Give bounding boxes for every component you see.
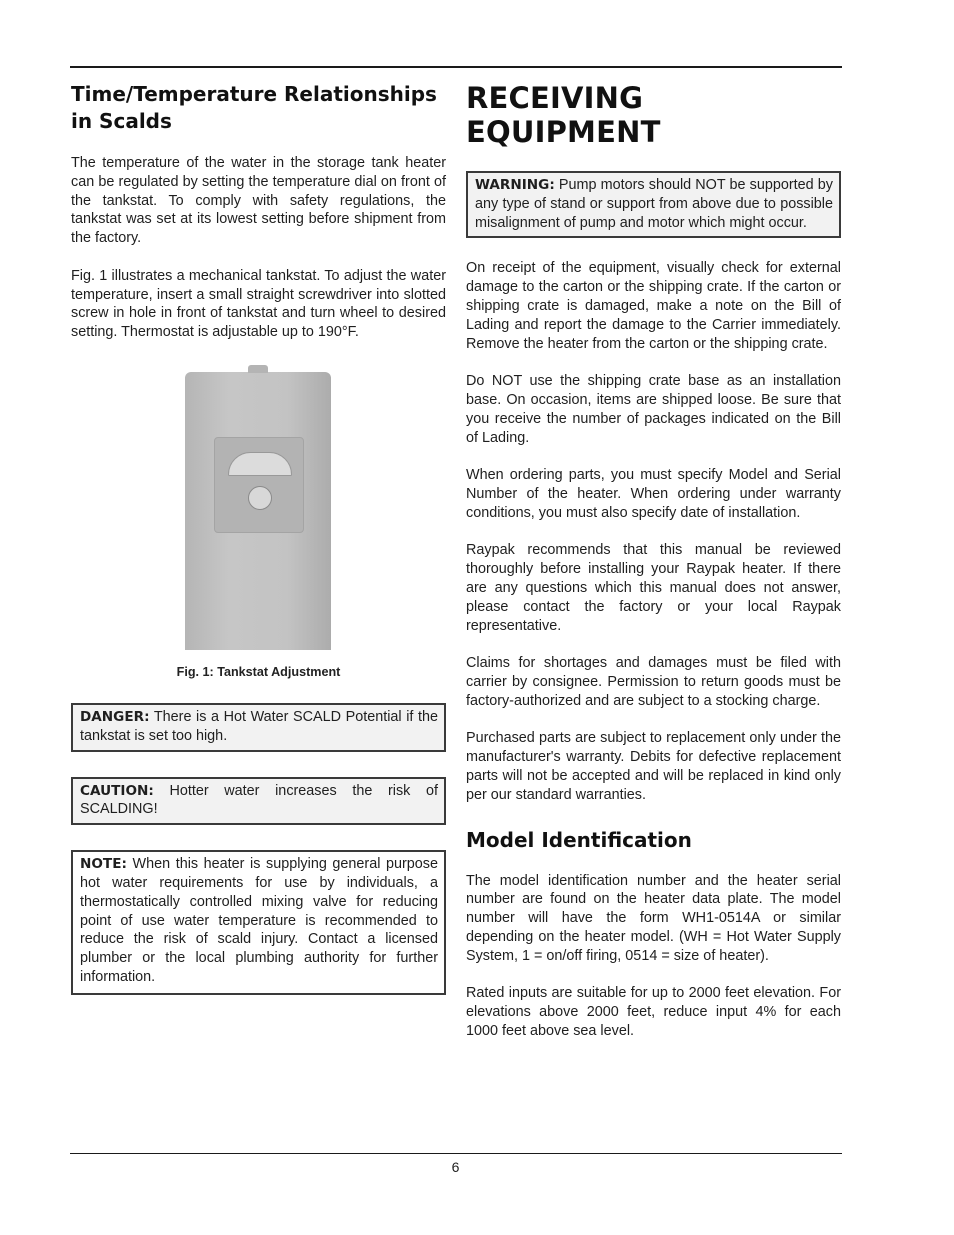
page-title: RECEIVING EQUIPMENT	[466, 81, 661, 149]
note-text: When this heater is supplying general purpose hot water requirements for use by individuals, a thermostatically controlled mixing valve for reducing point of use water temperature is recommended to reduce the risk of scald injury. Contact a licensed plumber or the local plumbing authority for further information.	[80, 856, 438, 985]
model-identification-heading: Model Identification	[466, 827, 692, 852]
scald-heading: Time/Temperature Relationships in Scalds	[71, 82, 437, 133]
receiving-paragraph-3: When ordering parts, you must specify Model and Serial Number of the heater. When ordering under warranty conditions, you must also specify date of installation.	[466, 467, 841, 521]
receiving-paragraph-6: Purchased parts are subject to replacement only under the manufacturer's warranty. Debits for defective replacement parts will not be accepted and will be replaced in kind only per our standard warranties.	[466, 730, 841, 803]
model-paragraph-2: Rated inputs are suitable for up to 2000 feet elevation. For elevations above 2000 feet, reduce input 4% for each 1000 feet above sea level.	[466, 985, 841, 1039]
warning-box	[466, 171, 841, 238]
receiving-paragraph-2: Do NOT use the shipping crate base as an installation base. On occasion, items are shipped loose. Be sure that you receive the number of packages indicated on the Bill of Lading.	[466, 373, 841, 446]
warning-label: WARNING:	[475, 177, 555, 193]
tankstat-figure	[71, 361, 446, 661]
danger-box	[71, 703, 446, 752]
note-box	[71, 850, 446, 995]
receiving-paragraph-1: On receipt of the equipment, visually check for external damage to the carton or the shipping crate. If the carton or shipping crate is damaged, make a note on the Bill of Lading and report the damage to the Carrier immediately. Remove the heater from the carton or the shipping crate.	[466, 260, 841, 352]
warning-text: Pump motors should NOT be supported by any type of stand or support from above due to possible misalignment of pump and motor which might occur.	[475, 177, 833, 231]
scald-paragraph-1: The temperature of the water in the storage tank heater can be regulated by setting the temperature dial on front of the tankstat. To comply with safety regulations, the tankstat was set at its lowest setting before shipment from the factory.	[71, 155, 446, 247]
receiving-paragraph-5: Claims for shortages and damages must be filed with carrier by consignee. Permission to return goods must be factory-authorized and are subject to a stocking charge.	[466, 655, 841, 709]
danger-text: There is a Hot Water SCALD Potential if the tankstat is set too high.	[80, 708, 438, 744]
bottom-rule	[70, 1153, 842, 1154]
tankstat-plate	[214, 437, 304, 533]
figure-caption: Fig. 1: Tankstat Adjustment	[176, 664, 341, 679]
caution-text: Hotter water increases the risk of SCALDING!	[80, 782, 438, 818]
tankstat-cap	[248, 365, 268, 373]
temperature-dial-icon	[228, 452, 292, 476]
adjustment-screw-icon	[248, 486, 272, 510]
note-label: NOTE:	[80, 856, 127, 873]
caution-label: CAUTION:	[80, 782, 154, 799]
danger-label: DANGER:	[80, 708, 150, 725]
left-column	[71, 68, 446, 995]
model-paragraph-1: The model identification number and the heater serial number are found on the heater data plate. The model number will have the form WH1-0514A or similar depending on the heater model. (WH = Hot Water Supply System, 1 = on/off firing, 0514 = size of heater).	[466, 872, 841, 964]
right-column	[466, 68, 841, 1041]
caution-box	[71, 777, 446, 826]
page-number: 6	[451, 1159, 460, 1175]
tankstat-image	[185, 372, 331, 650]
scald-paragraph-2: Fig. 1 illustrates a mechanical tankstat. To adjust the water temperature, insert a small straight screwdriver into slotted screw in hole in front of tankstat and turn wheel to desired setting. Thermostat is adjustable up to 190°F.	[71, 267, 446, 341]
receiving-paragraph-4: Raypak recommends that this manual be reviewed thoroughly before installing your Raypak heater. If there are any questions which this manual does not answer, please contact the factory or your local Raypak representative.	[466, 542, 841, 634]
